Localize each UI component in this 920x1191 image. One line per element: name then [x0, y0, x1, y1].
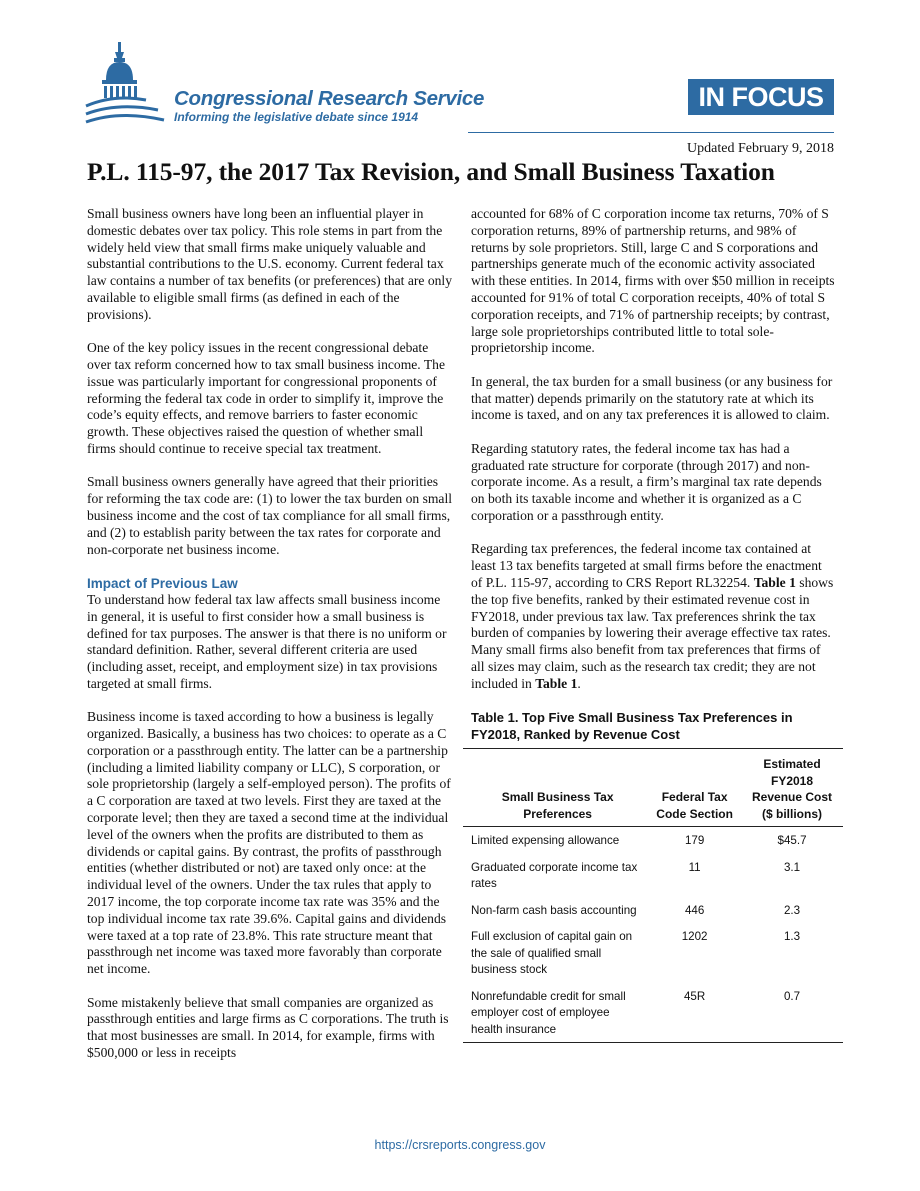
- tax-preferences-table: [463, 748, 843, 1043]
- table-cell: Nonrefundable credit for small employer cost of employee health insurance: [463, 983, 648, 1043]
- table-cell: 1.3: [783, 930, 801, 944]
- table-cell: Full exclusion of capital gain on the sale of qualified small business stock: [471, 930, 633, 977]
- left-column: [87, 206, 452, 1078]
- table-cell: 2.3: [783, 903, 801, 917]
- column-header: Federal Tax Code Section: [648, 749, 741, 827]
- page-header: [0, 0, 920, 140]
- table-cell: Non-farm cash basis accounting: [471, 903, 637, 917]
- table-cell: $45.7: [777, 834, 807, 848]
- table-cell: 45R: [648, 983, 741, 1043]
- paragraph: accounted for 68% of C corporation income tax returns, 70% of S corporation returns, 89% of partnership returns, and 98% of returns by sole proprietors. Still, large C and S corporations and partnerships generate much of the economic activity associated with these entities. In 2014, firms with over $50 million in receipts accounted for 91% of total C corporation receipts, 40% of total S corporation receipts, and 71% of partnership receipts; by contrast, large sole proprietorships contributed little to total sole-proprietorship income.: [471, 206, 835, 356]
- in-focus-badge: IN FOCUS: [688, 79, 834, 115]
- table-row: [463, 923, 843, 983]
- table-row: [463, 827, 843, 854]
- table-cell: 179: [684, 834, 705, 848]
- org-name: Congressional Research Service: [174, 87, 485, 110]
- section-heading: Impact of Previous Law: [87, 575, 238, 591]
- table-row: [463, 983, 843, 1043]
- table-reference: Table 1: [753, 574, 796, 590]
- right-column: [471, 206, 836, 1043]
- paragraph: Regarding tax preferences, the federal income tax contained at least 13 tax benefits targeted at small firms before the enactment of P.L. 115-97, according to CRS Report RL32254. Table 1 shows the top five benefits, ranked by their estimated revenue cost in FY2018, under previous tax law. Tax preferences shrink the tax burden of companies by lowering their average effective tax rates. Many small firms also benefit from tax preferences that firms of all sizes may claim, such as the research tax credit; they are not included in Table 1.: [471, 541, 834, 691]
- table-cell: Limited expensing allowance: [471, 834, 620, 848]
- column-header: Estimated FY2018 Revenue Cost ($ billions): [741, 749, 843, 827]
- capitol-dome-logo-icon: [84, 40, 166, 130]
- paragraph: Small business owners have long been an influential player in domestic debates over tax policy. This role stems in part from the widely held view that small firms make uniquely valuable and substantial contributions to the U.S. economy. Current federal tax law contains a number of tax benefits (or preferences) that are only available to eligible small firms (as defined in each of the provisions).: [87, 206, 452, 322]
- table-cell: 3.1: [783, 860, 801, 874]
- paragraph: In general, the tax burden for a small business (or any business for that matter) depends primarily on the statutory rate at which its income is taxed, and on any tax preferences it is allowed to claim.: [471, 373, 833, 423]
- table-cell: 0.7: [741, 983, 843, 1043]
- header-divider: [468, 132, 834, 133]
- table-cell: 446: [684, 903, 705, 917]
- org-tagline: Informing the legislative debate since 1914: [174, 110, 419, 124]
- paragraph: To understand how federal tax law affects small business income in general, it is useful to first consider how a small business is defined for tax purposes. The answer is that there is no uniform or standard definition. Rather, several different criteria are used (including asset, receipt, and employment size) in tax provisions targeted at small firms.: [87, 591, 447, 691]
- paragraph: Regarding statutory rates, the federal income tax has had a graduated rate structure for corporate (through 2017) and non-corporate income. As a result, a firm’s marginal tax rate depends on both its taxable income and whether it is organized as a C corporation or a passthrough entity.: [471, 440, 822, 523]
- table-header-row: [463, 749, 843, 827]
- paragraph: Some mistakenly believe that small companies are organized as passthrough entities and large firms as C corporations. The truth is that most businesses are small. In 2014, for example, firms with $500,000 or less in receipts: [87, 994, 449, 1061]
- page-title: P.L. 115-97, the 2017 Tax Revision, and Small Business Taxation: [87, 157, 775, 186]
- updated-date: Updated February 9, 2018: [687, 141, 834, 156]
- paragraph: Small business owners generally have agreed that their priorities for reforming the tax code are: (1) to lower the tax burden on small business income and the cost of tax compliance for all small firms, and (2) to establish parity between the tax rates for corporate and non-corporate net business income.: [87, 474, 453, 557]
- table-cell: 1202: [681, 930, 708, 944]
- column-header: Small Business Tax Preferences: [463, 749, 648, 827]
- table-cell: 11: [688, 860, 701, 874]
- table-row: [463, 897, 843, 924]
- table-reference: Table 1: [535, 675, 578, 691]
- table-caption: Table 1. Top Five Small Business Tax Preferences in FY2018, Ranked by Revenue Cost: [471, 710, 793, 743]
- table-cell: Graduated corporate income tax rates: [471, 860, 638, 891]
- footer-link[interactable]: https://crsreports.congress.gov: [374, 1138, 546, 1152]
- table-row: [463, 854, 843, 897]
- paragraph: One of the key policy issues in the recent congressional debate over tax reform concerned how to tax small business income. The issue was particularly important for congressional proponents of reforming the federal tax code in order to simplify it, improve the code’s equity effects, and remove barriers to faster economic growth. These objectives raised the question of whether small firms should continue to receive special tax treatment.: [87, 340, 445, 456]
- paragraph: Business income is taxed according to how a business is legally organized. Basically, a business has two choices: to operate as a C corporation or a passthrough entity. The latter can be a partnership (including a limited liability company or LLC), S corporation, or sole proprietorship (largely a self-employed person). The profits of a C corporation are taxed at two levels. First they are taxed at the corporate level; then they are taxed a second time at the individual level of the owners when the profits are distributed to them as dividends or capital gains. By contrast, the profits of passthrough entities (whether distributed or not) are taxed only once: at the individual level of the owners. Under the tax rules that apply to 2017 income, the top corporate income tax rate was 35% and the top individual income tax rate 39.6%. Capital gains and dividends were taxed at a top rate of 23.8%. This rate structure meant that passthrough net income was taxed more favorably than corporate net income.: [87, 709, 451, 977]
